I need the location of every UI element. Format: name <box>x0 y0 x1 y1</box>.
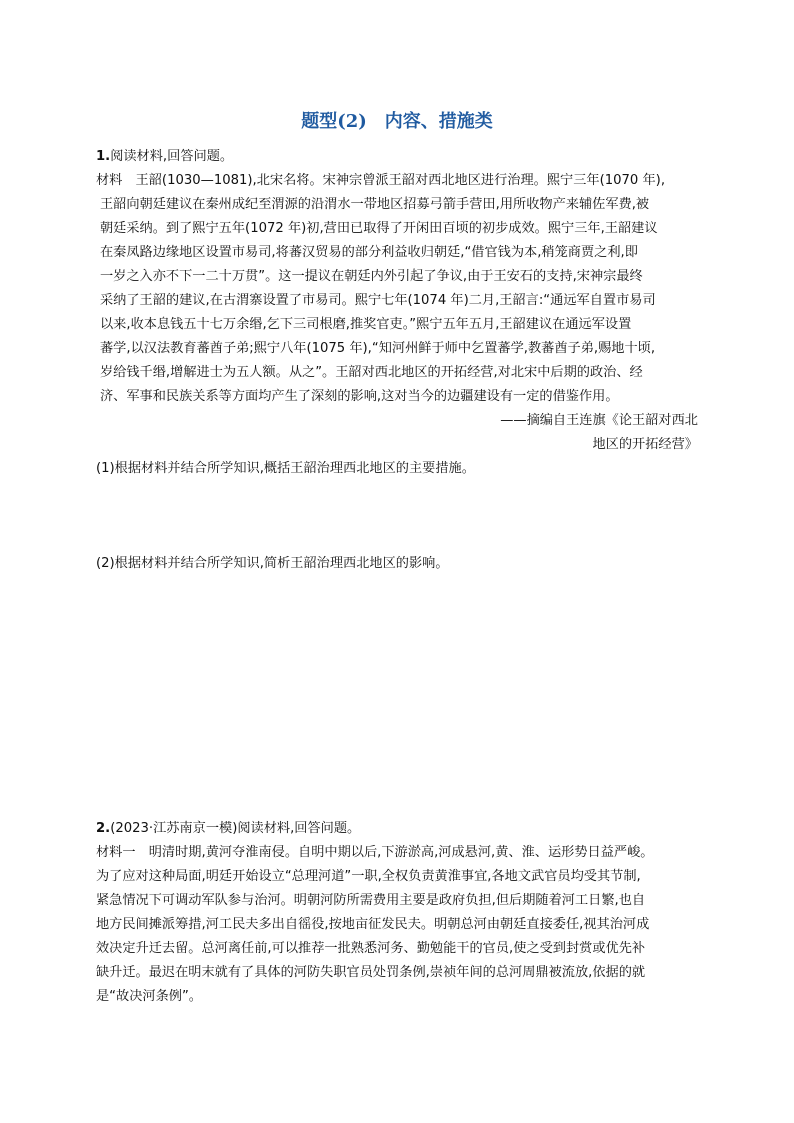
q1-material-line: 蕃学,以汉法教育蕃酋子弟;熙宁八年(1075 年),“知河州鲜于师中乞置蕃学,教蕃酋子弟,赐地十顷, <box>100 341 656 356</box>
q2-material-line: 材料一 明清时期,黄河夺淮南侵。自明中期以后,下游淤高,河成悬河,黄、淮、运形势日益严峻。 <box>96 845 654 860</box>
q1-material-line: 材料 王韶(1030—1081),北宋名将。宋神宗曾派王韶对西北地区进行治理。熙宁三年(1070 年), <box>96 173 666 188</box>
q2-material-line: 紧急情况下可调动军队参与治河。明朝河防所需费用主要是政府负担,但后期随着河工日繁,也自 <box>96 893 646 908</box>
q1-material-line: 王韶向朝廷建议在秦州成纪至渭源的沿渭水一带地区招募弓箭手营田,用所收物产来辅佐军费,被 <box>100 197 650 212</box>
page-title: 题型(2) 内容、措施类 <box>301 111 493 132</box>
question-1-prompt: 阅读材料,回答问题。 <box>110 149 234 164</box>
q1-material-line: 采纳了王韶的建议,在古渭寨设置了市易司。熙宁七年(1074 年)二月,王韶言:“通远军自置市易司 <box>100 293 656 308</box>
q1-material-line: 以来,收本息钱五十七万余缗,乞下三司根磨,推奖官吏。”熙宁五年五月,王韶建议在通远军设置 <box>100 317 632 332</box>
q1-material-line: 朝廷采纳。到了熙宁五年(1072 年)初,营田已取得了开闲田百顷的初步成效。熙宁三年,王韶建议 <box>100 221 658 236</box>
q1-material-line: 一岁之入亦不下一二十万贯”。这一提议在朝廷内外引起了争议,由于王安石的支持,宋神宗最终 <box>100 269 643 284</box>
question-2-prompt: (2023·江苏南京一模)阅读材料,回答问题。 <box>110 821 361 836</box>
q2-material-line: 缺升迁。最迟在明末就有了具体的河防失职官员处罚条例,崇祯年间的总河周鼎被流放,依据的就 <box>96 965 646 980</box>
q1-subquestion-2: (2)根据材料并结合所学知识,简析王韶治理西北地区的影响。 <box>96 556 449 571</box>
q1-source-line-1: ——摘编自王连旗《论王韶对西北 <box>500 413 698 428</box>
question-2-header <box>96 822 360 835</box>
q1-source-line-2: 地区的开拓经营》 <box>592 437 698 452</box>
q2-material-line: 是“故决河条例”。 <box>96 989 202 1004</box>
q2-material-line: 为了应对这种局面,明廷开始设立“总理河道”一职,全权负责黄淮事宜,各地文武官员均受其节制, <box>96 869 641 884</box>
question-1-header <box>96 150 233 163</box>
q1-subquestion-1: (1)根据材料并结合所学知识,概括王韶治理西北地区的主要措施。 <box>96 461 475 476</box>
q1-material-line: 济、军事和民族关系等方面均产生了深刻的影响,这对当今的边疆建设有一定的借鉴作用。 <box>100 389 619 404</box>
q1-material-line: 岁给钱千缗,增解进士为五人额。从之”。王韶对西北地区的开拓经营,对北宋中后期的政治、经 <box>100 365 643 380</box>
question-2-number: 2. <box>96 821 111 836</box>
q2-material-line: 效决定升迁去留。总河离任前,可以推荐一批熟悉河务、勤勉能干的官员,使之受到封赏或优先补 <box>96 941 646 956</box>
q1-material-line: 在秦凤路边缘地区设置市易司,将蕃汉贸易的部分利益收归朝廷,“借官钱为本,稍笼商贾之利,即 <box>100 245 638 260</box>
q2-material-line: 地方民间摊派筹措,河工民夫多出自徭役,按地亩征发民夫。明朝总河由朝廷直接委任,视其治河成 <box>96 917 650 932</box>
question-1-number: 1. <box>96 149 111 164</box>
